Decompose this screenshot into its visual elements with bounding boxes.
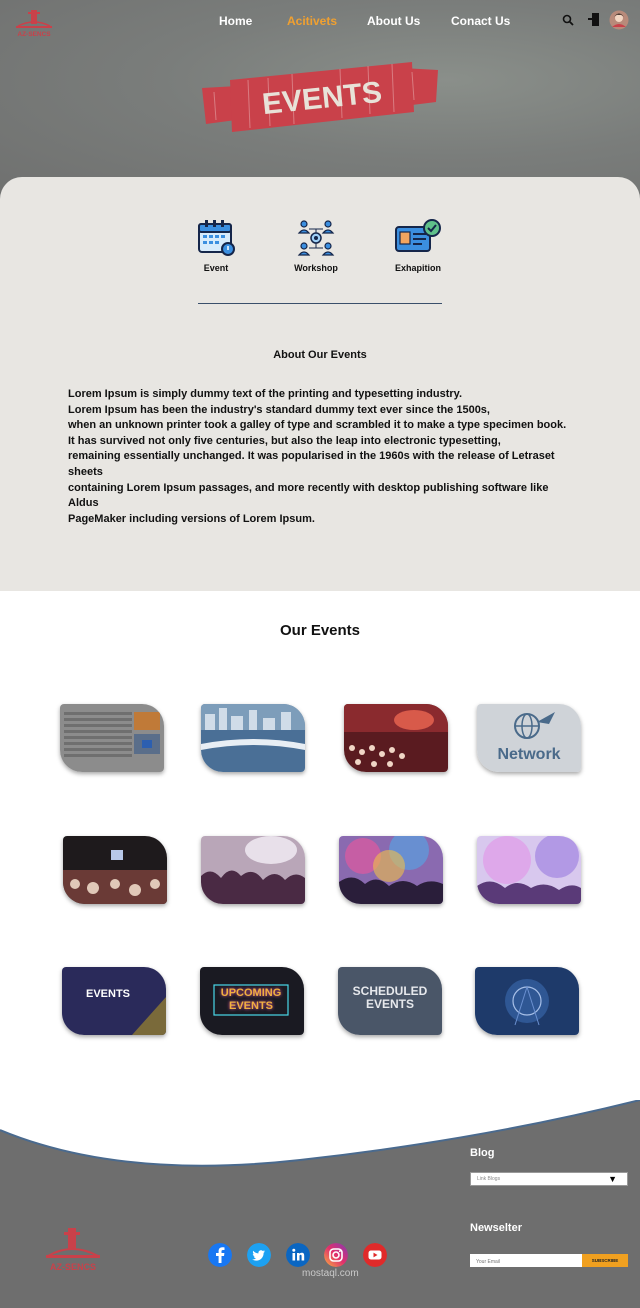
event-tile[interactable]: [477, 704, 581, 772]
event-tile[interactable]: [339, 836, 443, 904]
about-text: Lorem Ipsum is simply dummy text of the printing and typesetting industry. Lorem Ipsum has been the industry's standard dummy text ever since the 1500s, when an unknown printer took a galley of type and scrambled it to make a type specimen book. It has survived not only five centuries, but also the leap into electronic typesetting, remaining essentially unchanged. It was popularised in the 1960s with the release of Letraset sheets containing Lorem Ipsum passages, and more recently with desktop publishing software like Aldus PageMaker including versions of Lorem Ipsum.: [68, 388, 567, 525]
about-title: About Our Events: [273, 349, 367, 361]
category-event[interactable]: [176, 219, 256, 273]
event-tile[interactable]: [60, 704, 164, 772]
hero: [0, 0, 640, 200]
blog-select[interactable]: [470, 1172, 628, 1186]
nav-activities[interactable]: Acitivets: [287, 14, 338, 28]
category-label: Workshop: [294, 263, 338, 273]
event-tile[interactable]: [475, 967, 579, 1035]
event-tile[interactable]: [201, 704, 305, 772]
nav-home[interactable]: Home: [219, 14, 253, 28]
event-tile[interactable]: [62, 967, 166, 1035]
logo-text: AZ-SENCS: [49, 1262, 97, 1272]
category-label: Exhapition: [394, 263, 441, 273]
tile-label: UPCOMING EVENTS: [220, 987, 282, 1012]
user-avatar[interactable]: [609, 10, 629, 30]
newsletter-email-input[interactable]: [470, 1254, 582, 1267]
category-label: Event: [203, 263, 229, 273]
workshop-icon: [296, 219, 336, 257]
event-tile[interactable]: [477, 836, 581, 904]
search-icon[interactable]: [562, 14, 574, 26]
about-panel: [0, 177, 640, 591]
facebook-icon[interactable]: [208, 1243, 232, 1267]
blog-select-value: Link Blogs: [477, 1176, 501, 1182]
category-workshop[interactable]: [276, 219, 356, 273]
event-tile[interactable]: [338, 967, 442, 1035]
event-tile[interactable]: [201, 836, 305, 904]
our-events-title: Our Events: [279, 622, 361, 639]
chevron-down-icon: ▼: [608, 1174, 617, 1184]
id-badge-icon: [394, 219, 442, 257]
linkedin-icon[interactable]: [286, 1243, 310, 1267]
blog-title: Blog: [470, 1147, 495, 1159]
tile-label: Network: [497, 746, 561, 763]
watermark: mostaql.com: [302, 1268, 359, 1279]
nav-icons: [560, 12, 632, 32]
events-banner: [200, 58, 440, 148]
logout-icon[interactable]: [588, 12, 600, 27]
banner-text: EVENTS: [260, 75, 384, 122]
category-exhibition[interactable]: [378, 219, 458, 273]
main-nav: [0, 14, 640, 34]
tile-label: SCHEDULED EVENTS: [352, 985, 428, 1011]
event-tile[interactable]: [200, 967, 304, 1035]
nav-contact-us[interactable]: Conact Us: [451, 14, 511, 28]
youtube-icon[interactable]: [363, 1243, 387, 1267]
logo-text: AZ-SENCS: [17, 31, 51, 38]
nav-about-us[interactable]: About Us: [367, 14, 421, 28]
footer-logo[interactable]: [44, 1226, 102, 1274]
twitter-icon[interactable]: [247, 1243, 271, 1267]
subscribe-button[interactable]: SUBSCRIBE: [582, 1254, 628, 1267]
event-tile[interactable]: [344, 704, 448, 772]
instagram-icon[interactable]: [324, 1243, 348, 1267]
tile-label: EVENTS: [85, 988, 131, 1000]
calendar-icon: [196, 219, 236, 257]
event-tile[interactable]: [63, 836, 167, 904]
category-divider: [198, 303, 442, 304]
newsletter-title: Newselter: [470, 1222, 522, 1234]
